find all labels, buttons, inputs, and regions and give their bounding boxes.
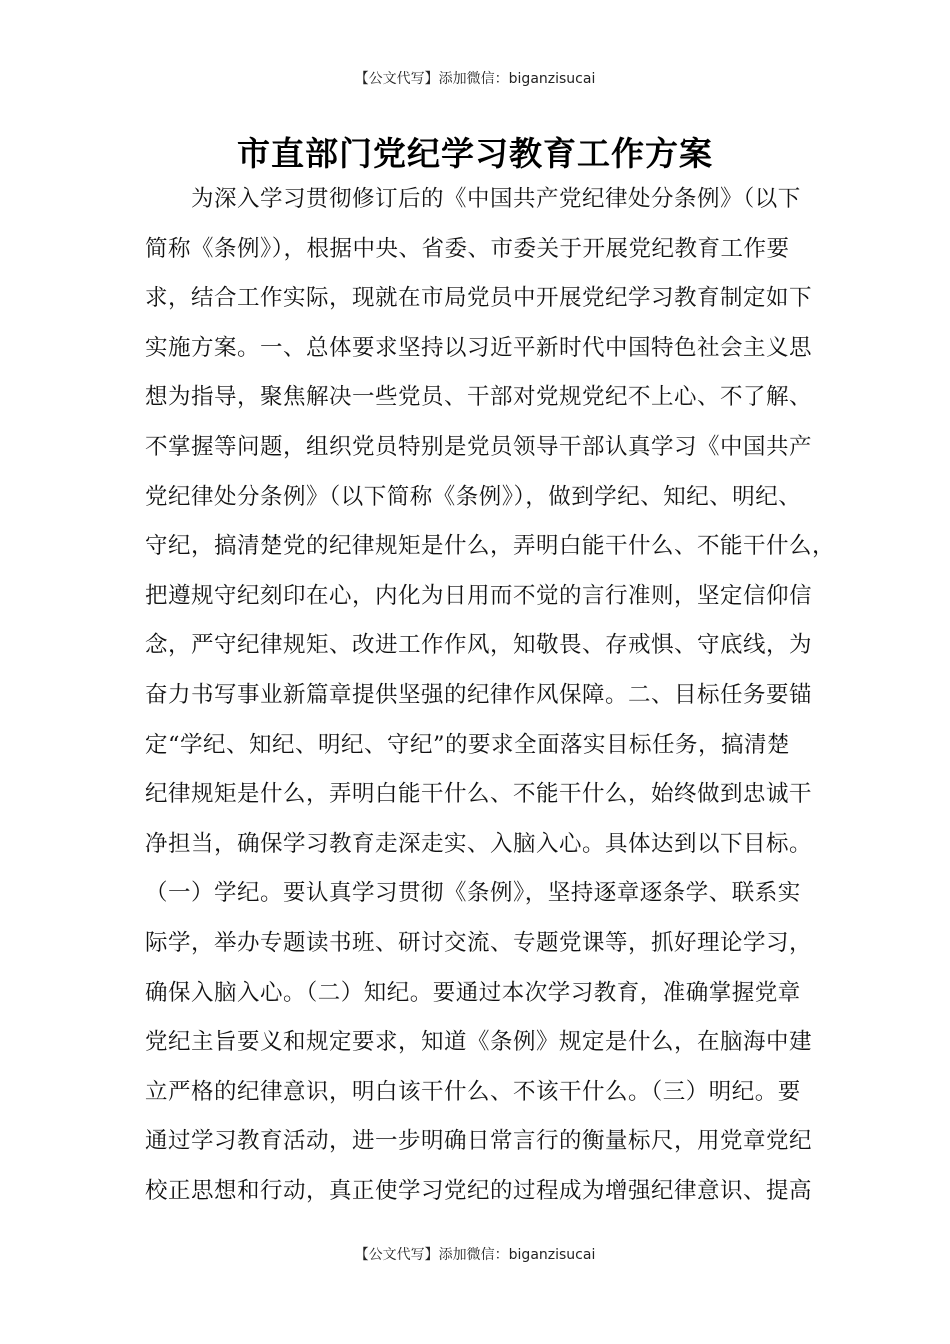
- body-line: （一）学纪。要认真学习贯彻《条例》，坚持逐章逐条学、联系实: [145, 880, 801, 907]
- document-title: 市直部门党纪学习教育工作方案: [237, 134, 713, 173]
- body-line: 确保入脑入心。（二）知纪。要通过本次学习教育，准确掌握党章: [145, 979, 801, 1006]
- body-line: 际学，举办专题读书班、研讨交流、专题党课等，抓好理论学习，: [145, 929, 813, 956]
- body-line: 守纪，搞清楚党的纪律规矩是什么，弄明白能干什么、不能干什么，: [145, 533, 836, 560]
- body-line: 求，结合工作实际，现就在市局党员中开展党纪学习教育制定如下: [145, 285, 813, 312]
- body-line: 想为指导，聚焦解决一些党员、干部对党规党纪不上心、不了解、: [145, 384, 813, 411]
- body-line: 立严格的纪律意识，明白该干什么、不该干什么。（三）明纪。要: [145, 1078, 801, 1105]
- body-line: 纪律规矩是什么，弄明白能干什么、不能干什么，始终做到忠诚干: [145, 781, 813, 808]
- body-line: 定“学纪、知纪、明纪、守纪”的要求全面落实目标任务，搞清楚: [145, 731, 791, 758]
- body-line: 把遵规守纪刻印在心，内化为日用而不觉的言行准则，坚定信仰信: [145, 582, 813, 609]
- body-line: 校正思想和行动，真正使学习党纪的过程成为增强纪律意识、提高: [145, 1177, 813, 1204]
- body-line: 念，严守纪律规矩、改进工作作风，知敬畏、存戒惧、守底线，为: [145, 632, 813, 659]
- footer-watermark-note: 【公文代写】添加微信：biganzisucai: [354, 1247, 596, 1263]
- body-line: 党纪律处分条例》（以下简称《条例》），做到学纪、知纪、明纪、: [145, 483, 802, 510]
- body-line: 通过学习教育活动，进一步明确日常言行的衡量标尺，用党章党纪: [145, 1128, 813, 1155]
- body-line: 奋力书写事业新篇章提供坚强的纪律作风保障。二、目标任务要锚: [145, 681, 813, 708]
- body-line: 党纪主旨要义和规定要求，知道《条例》规定是什么，在脑海中建: [145, 1029, 813, 1056]
- body-line: 实施方案。一、总体要求坚持以习近平新时代中国特色社会主义思: [145, 334, 813, 361]
- body-line: 不掌握等问题，组织党员特别是党员领导干部认真学习《中国共产: [145, 433, 813, 460]
- body-line: 为深入学习贯彻修订后的《中国共产党纪律处分条例》（以下: [145, 186, 801, 212]
- header-watermark-note: 【公文代写】添加微信：biganzisucai: [354, 71, 596, 87]
- body-line: 简称《条例》），根据中央、省委、市委关于开展党纪教育工作要: [145, 235, 790, 262]
- document-body: [145, 180, 835, 1221]
- body-line: 净担当，确保学习教育走深走实、入脑入心。具体达到以下目标。: [145, 830, 813, 857]
